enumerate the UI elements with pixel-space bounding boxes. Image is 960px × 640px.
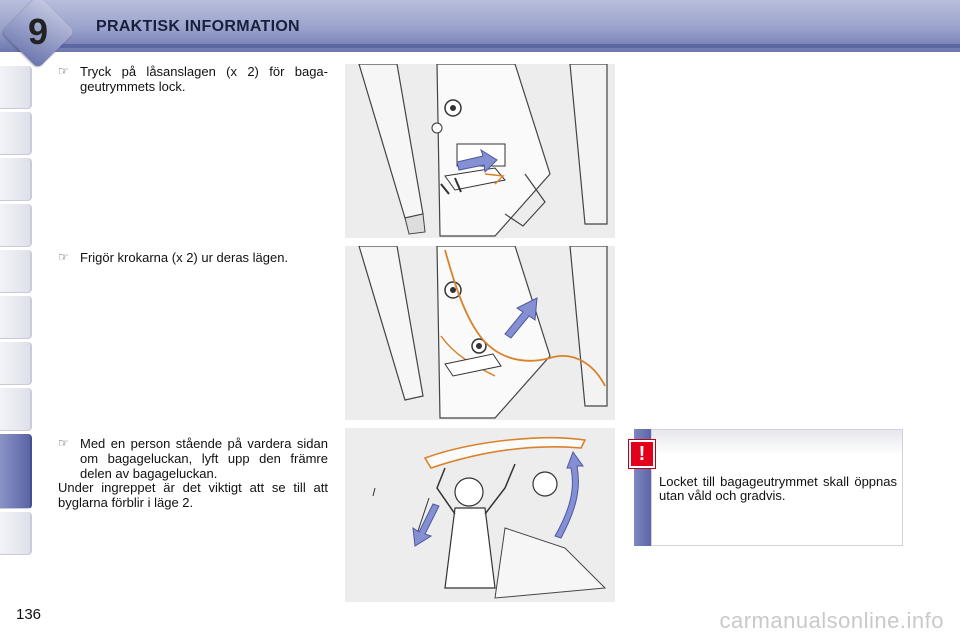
chapter-tab-8[interactable]: [0, 388, 32, 431]
chapter-tabs: [0, 66, 33, 576]
step-2: [58, 250, 328, 265]
step-1: [58, 64, 328, 94]
note-text: Under ingreppet är det viktigt att se till att byglarna förblir i läge 2.: [58, 480, 328, 510]
illustration-press-latches: [345, 64, 615, 238]
step-1-text: Tryck på låsanslagen (x 2) för baga-geutrymmets lock.: [80, 64, 328, 94]
chapter-tab-2[interactable]: [0, 112, 32, 155]
step-2-text: Frigör krokarna (x 2) ur deras lägen.: [80, 250, 289, 265]
chapter-number: 9: [27, 11, 49, 52]
step-3: [58, 436, 328, 481]
chapter-tab-1[interactable]: [0, 66, 32, 109]
chapter-tab-5[interactable]: [0, 250, 32, 293]
header-underline: [60, 44, 960, 48]
warning-text: Locket till bagageutrymmet skall öppnas utan våld och gradvis.: [659, 474, 897, 503]
chapter-tab-4[interactable]: [0, 204, 32, 247]
hand-pointer-icon: ☞: [58, 436, 69, 450]
page-title: PRAKTISK INFORMATION: [96, 18, 300, 35]
chapter-tab-10[interactable]: [0, 512, 32, 555]
chapter-tab-9-active[interactable]: [0, 434, 32, 509]
chapter-tab-6[interactable]: [0, 296, 32, 339]
illustration-release-hooks: [345, 246, 615, 420]
hand-pointer-icon: ☞: [58, 250, 69, 264]
chapter-tab-7[interactable]: [0, 342, 32, 385]
hand-pointer-icon: ☞: [58, 64, 69, 78]
exclamation-icon: !: [629, 440, 655, 468]
step-3-text: Med en person stående på vardera sidan om bagageluckan, lyft upp den främre delen av bagageluckan.: [80, 436, 328, 481]
illustration-lift-lid: [345, 428, 615, 602]
chapter-tab-3[interactable]: [0, 158, 32, 201]
page-number: 136: [16, 606, 42, 623]
watermark: carmanualsonline.info: [719, 608, 944, 633]
